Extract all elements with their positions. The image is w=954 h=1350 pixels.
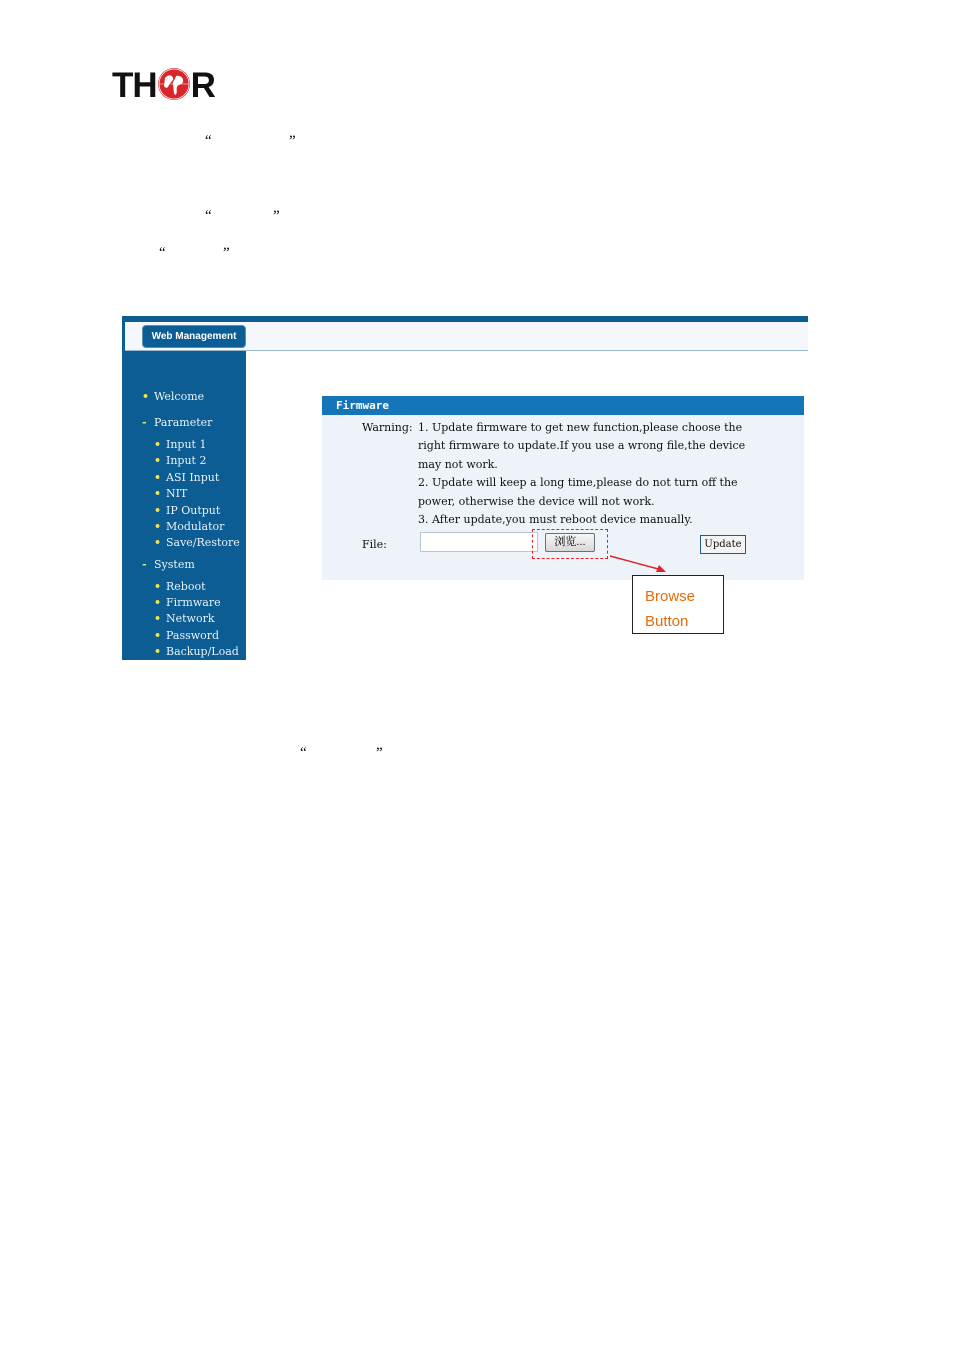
sidebar-item-system[interactable]: - System xyxy=(142,558,195,571)
browse-button-callout xyxy=(632,575,724,634)
globe-icon xyxy=(158,68,190,100)
collapse-icon: - xyxy=(142,558,147,571)
bullet-icon: • xyxy=(154,438,162,451)
bullet-icon: • xyxy=(154,504,162,517)
browse-highlight-box xyxy=(532,529,608,559)
thor-logo xyxy=(112,66,215,106)
bullet-icon: • xyxy=(154,471,162,484)
callout-line-1: Browse xyxy=(645,588,696,605)
bullet-icon: • xyxy=(154,645,162,658)
callout-arrow-icon xyxy=(600,548,670,578)
quote-open-1: “ xyxy=(205,133,212,149)
logo-text-right: R xyxy=(190,66,215,105)
bullet-icon: • xyxy=(142,390,150,403)
sidebar-item-asi-input[interactable]: • ASI Input xyxy=(154,471,220,484)
quote-open-4: “ xyxy=(300,745,307,761)
sidebar-item-reboot[interactable]: • Reboot xyxy=(154,580,206,593)
bullet-icon: • xyxy=(154,454,162,467)
warning-line-4: 2. Update will keep a long time,please do not turn off the xyxy=(418,476,738,489)
quote-open-2: “ xyxy=(205,208,212,224)
bullet-icon: • xyxy=(154,580,162,593)
sidebar-item-input-2[interactable]: • Input 2 xyxy=(154,454,207,467)
sidebar-item-parameter[interactable]: - Parameter xyxy=(142,416,213,429)
sidebar-item-backup-load[interactable]: • Backup/Load xyxy=(154,645,239,658)
bullet-icon: • xyxy=(154,536,162,549)
browse-button[interactable]: 浏览... xyxy=(545,533,595,552)
sidebar-item-nit[interactable]: • NIT xyxy=(154,487,188,500)
warning-line-1: 1. Update firmware to get new function,please choose the xyxy=(418,421,743,434)
warning-line-6: 3. After update,you must reboot device manually. xyxy=(418,513,693,526)
logo-text-left: TH xyxy=(112,66,157,105)
warning-line-5: power, otherwise the device will not work. xyxy=(418,495,655,508)
bullet-icon: • xyxy=(154,596,162,609)
sidebar-item-network[interactable]: • Network xyxy=(154,612,215,625)
tab-web-management[interactable]: Web Management xyxy=(142,325,246,348)
file-label: File: xyxy=(362,538,387,551)
bullet-icon: • xyxy=(154,487,162,500)
warning-line-2: right firmware to update.If you use a wrong file,the device xyxy=(418,439,746,452)
quote-close-4: ” xyxy=(376,745,383,761)
firmware-title: Firmware xyxy=(322,396,804,415)
sidebar xyxy=(125,351,246,660)
quote-close-3: ” xyxy=(223,245,230,261)
file-path-input[interactable] xyxy=(420,532,538,552)
sidebar-item-save-restore[interactable]: • Save/Restore xyxy=(154,536,240,549)
collapse-icon: - xyxy=(142,416,147,429)
bullet-icon: • xyxy=(154,612,162,625)
quote-close-2: ” xyxy=(273,208,280,224)
sidebar-item-ip-output[interactable]: • IP Output xyxy=(154,504,221,517)
warning-line-3: may not work. xyxy=(418,458,498,471)
sidebar-item-password[interactable]: • Password xyxy=(154,629,220,642)
warning-label: Warning: xyxy=(362,421,413,434)
firmware-panel xyxy=(322,396,804,580)
sidebar-item-firmware[interactable]: • Firmware xyxy=(154,596,221,609)
sidebar-item-input-1[interactable]: • Input 1 xyxy=(154,438,207,451)
top-bar-stripe xyxy=(122,316,808,322)
bullet-icon: • xyxy=(154,629,162,642)
update-button[interactable]: Update xyxy=(700,535,746,554)
quote-open-3: “ xyxy=(159,245,166,261)
sidebar-item-welcome[interactable]: • Welcome xyxy=(142,390,205,403)
quote-close-1: ” xyxy=(289,133,296,149)
callout-line-2: Button xyxy=(645,613,689,630)
bullet-icon: • xyxy=(154,520,162,533)
sidebar-item-modulator[interactable]: • Modulator xyxy=(154,520,225,533)
